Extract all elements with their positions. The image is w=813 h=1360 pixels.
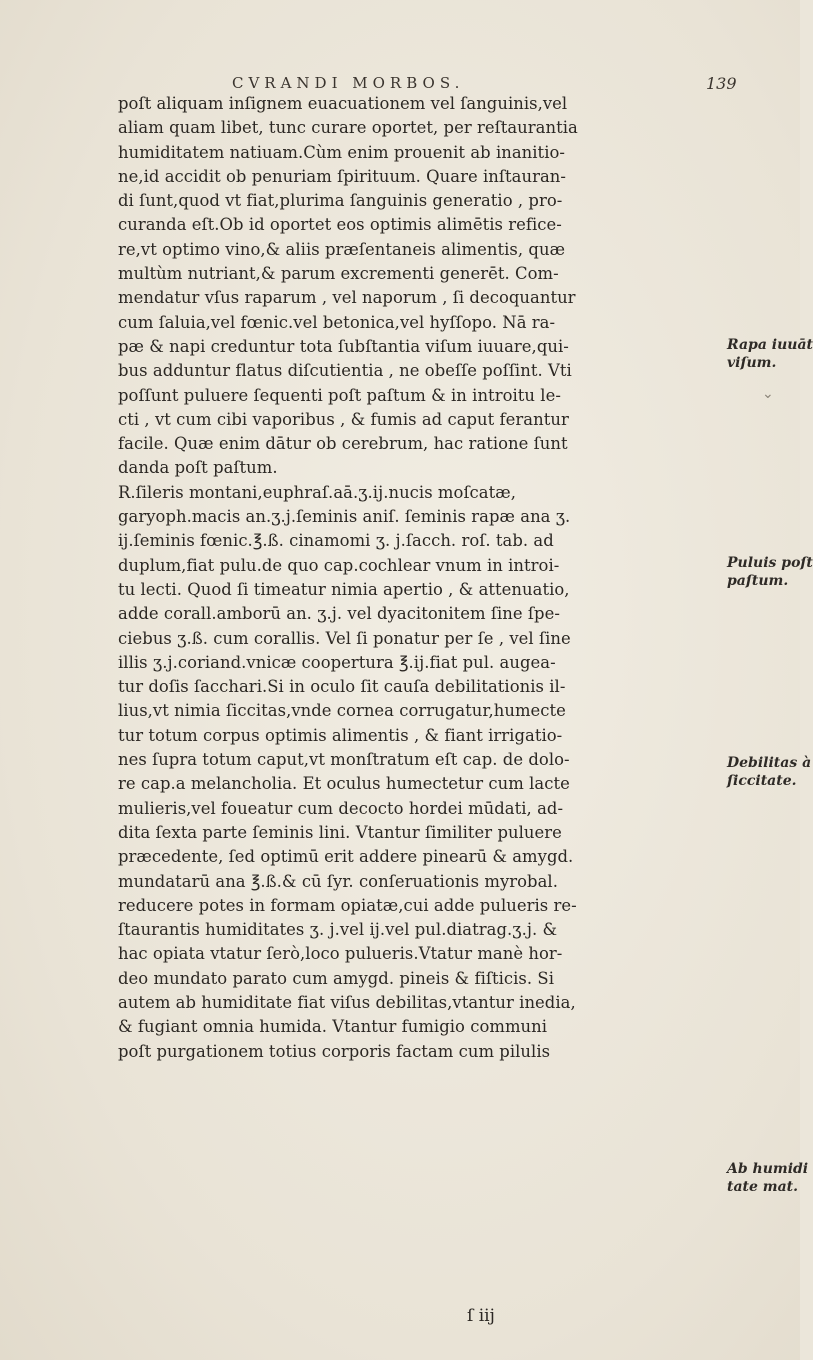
text-line: poſt purgationem totius corporis factam cum pilulis — [118, 1041, 551, 1061]
text-line: & fugiant omnia humida. Vtantur fumigio communi — [118, 1017, 548, 1037]
text-line: autem ab humiditate fiat viſus debilitas,vtantur inedia, — [118, 992, 576, 1012]
signature-mark: ſ iij — [467, 1306, 495, 1326]
text-line: re cap.a melancholia. Et oculus humectetur cum lacte — [118, 774, 570, 794]
text-line: cum ſaluia,vel fœnic.vel betonica,vel hyſſopo. Nā ra- — [118, 312, 556, 332]
text-line: mendatur vſus raparum , vel naporum , ſi decoquantur — [118, 288, 576, 308]
text-line: humiditatem natiuam.Cùm enim prouenit ab inanitio- — [118, 142, 565, 162]
text-line: præcedente, ſed optimū erit addere pinearū & amygd. — [118, 847, 574, 867]
text-line: ſtaurantis humiditates ʒ. j.vel ij.vel pul.diatrag.ʒ.j. & — [118, 920, 558, 940]
text-line: reducere potes in formam opiatæ,cui adde pulueris re- — [118, 895, 577, 915]
text-line: dita ſexta parte ſeminis lini. Vtantur ſimiliter puluere — [118, 822, 562, 842]
margin-note-line: Ab humidi — [727, 1161, 809, 1177]
text-line: multùm nutriant,& parum excrementi generēt. Com- — [118, 264, 559, 284]
text-line: poſſunt puluere ſequenti poſt paſtum & in introitu le- — [118, 385, 561, 405]
text-line: di ſunt,quod vt fiat,plurima ſanguinis generatio , pro- — [118, 191, 563, 211]
margin-note-line: ſiccitate. — [727, 773, 797, 789]
margin-note — [727, 1160, 808, 1196]
text-line: duplum,fiat pulu.de quo cap.cochlear vnum in introi- — [118, 555, 560, 575]
text-line: adde corall.amborū an. ʒ.j. vel dyacitonitem ſine ſpe- — [118, 604, 560, 624]
text-line: R.ſileris montani,euphraſ.aā.ʒ.ij.nucis moſcatæ, — [118, 482, 516, 502]
text-line: re,vt optimo vino,& aliis præſentaneis alimentis, quæ — [118, 239, 566, 259]
text-line: tur totum corpus optimis alimentis , & fiant irrigatio- — [118, 725, 563, 745]
text-line: deo mundato parato cum amygd. pineis & fiſticis. Si — [118, 968, 554, 988]
main-text-block — [118, 92, 718, 1064]
text-line: mulieris,vel foueatur cum decocto hordei mūdati, ad- — [118, 798, 564, 818]
margin-note-line: paſtum. — [727, 573, 789, 589]
text-line: tur doſis ſacchari.Si in oculo ſit cauſa debilitationis il- — [118, 677, 566, 697]
text-line: tu lecti. Quod ſi timeatur nimia apertio , & attenuatio, — [118, 579, 570, 599]
text-line: lius,vt nimia ſiccitas,vnde cornea corrugatur,humecte — [118, 701, 566, 721]
text-line: ciebus ʒ.ß. cum corallis. Vel ſi ponatur per ſe , vel ſine — [118, 628, 571, 648]
text-line: mundatarū ana ℥.ß.& cū ſyr. conſeruationis myrobal. — [118, 871, 558, 891]
text-line: ne,id accidit ob penuriam ſpirituum. Quare inſtauran- — [118, 166, 566, 186]
text-line: bus adduntur flatus diſcutientia , ne obeſſe poſſint. Vti — [118, 361, 572, 381]
text-line: nes ſupra totum caput,vt monſtratum eſt cap. de dolo- — [118, 750, 570, 770]
text-line: illis ʒ.j.coriand.vnicæ coopertura ℥.ij.fiat pul. augea- — [118, 652, 556, 672]
text-line: aliam quam libet, tunc curare oportet, per reſtaurantia — [118, 118, 578, 138]
page-number: 139 — [706, 74, 737, 93]
text-line: poſt aliquam inſignem euacuationem vel ſanguinis,vel — [118, 94, 568, 113]
text-line: pæ & napi creduntur tota ſubſtantia viſum iuuare,qui- — [118, 336, 569, 356]
text-line: danda poſt paſtum. — [118, 458, 278, 478]
margin-note-line: Rapa iuuāt — [727, 337, 813, 353]
margin-note-line: Puluis poſt — [727, 555, 813, 571]
margin-note — [727, 336, 813, 372]
margin-note — [727, 554, 813, 590]
text-line: cti , vt cum cibi vaporibus , & fumis ad caput ferantur — [118, 409, 569, 429]
text-line: curanda eſt.Ob id oportet eos optimis alimētis refice- — [118, 215, 562, 235]
margin-note-line: tate mat. — [727, 1179, 799, 1195]
text-line: garyoph.macis an.ʒ.j.ſeminis aniſ. ſeminis rapæ ana ʒ. — [118, 507, 571, 527]
margin-tick-mark: ⌄ — [762, 386, 774, 402]
text-line: ij.ſeminis fœnic.℥.ß. cinamomi ʒ. j.ſacch. roſ. tab. ad — [118, 531, 554, 551]
margin-note — [727, 754, 811, 790]
margin-note-line: viſum. — [727, 355, 777, 371]
text-line: facile. Quæ enim dātur ob cerebrum, hac ratione ſunt — [118, 434, 568, 454]
text-line: hac opiata vtatur ſerò,loco pulueris.Vtatur manè hor- — [118, 944, 563, 964]
margin-note-line: Debilitas à — [727, 755, 812, 771]
running-head: CVRANDI MORBOS. — [232, 74, 465, 92]
